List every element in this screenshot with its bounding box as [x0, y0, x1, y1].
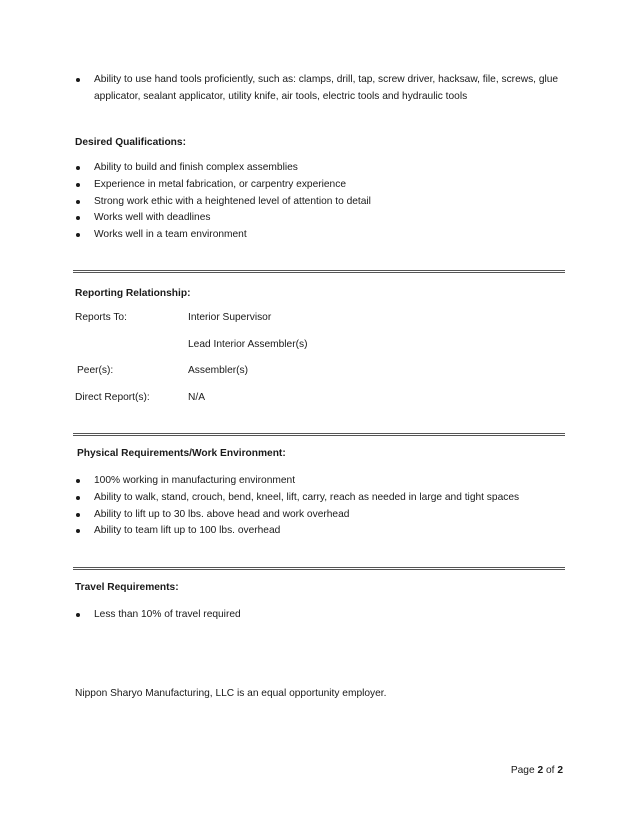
travel-requirements-heading: Travel Requirements:	[75, 582, 179, 593]
list-item: Ability to walk, stand, crouch, bend, kneel, lift, carry, reach as needed in large and tight spaces	[75, 490, 565, 507]
peers-value: Assembler(s)	[188, 365, 249, 376]
list-item: Experience in metal fabrication, or carpentry experience	[75, 177, 565, 194]
list-item: 100% working in manufacturing environment	[75, 473, 565, 490]
section-divider	[73, 567, 565, 570]
list-item: Less than 10% of travel required	[75, 607, 565, 624]
tools-list	[75, 72, 565, 106]
reports-to-label: Reports To:	[75, 312, 127, 323]
list-item: Ability to lift up to 30 lbs. above head and work overhead	[75, 507, 565, 524]
eeo-statement: Nippon Sharyo Manufacturing, LLC is an equal opportunity employer.	[75, 688, 387, 699]
of-word: of	[545, 765, 555, 776]
page-word: Page	[510, 765, 535, 776]
direct-reports-label: Direct Report(s):	[75, 392, 150, 403]
list-item: Strong work ethic with a heightened level of attention to detail	[75, 194, 565, 211]
current-page: 2	[537, 765, 544, 776]
list-item: Works well in a team environment	[75, 227, 565, 244]
physical-requirements-list	[75, 473, 565, 540]
direct-reports-value: N/A	[188, 392, 205, 403]
page-number	[511, 765, 563, 776]
physical-requirements-heading: Physical Requirements/Work Environment:	[77, 448, 286, 459]
total-pages: 2	[557, 765, 563, 776]
section-divider	[73, 433, 565, 436]
reporting-relationship-heading: Reporting Relationship:	[75, 288, 191, 299]
peers-label: Peer(s):	[77, 365, 114, 376]
list-item: Works well with deadlines	[75, 210, 565, 227]
list-item: Ability to build and finish complex assemblies	[75, 160, 565, 177]
section-divider	[73, 270, 565, 273]
reports-to-value: Interior Supervisor	[188, 312, 272, 323]
desired-qualifications-list	[75, 160, 565, 244]
travel-requirements-list	[75, 607, 565, 624]
list-item: Ability to team lift up to 100 lbs. overhead	[75, 523, 565, 540]
desired-qualifications-heading: Desired Qualifications:	[75, 137, 186, 148]
reports-to-value: Lead Interior Assembler(s)	[188, 339, 308, 350]
list-item: Ability to use hand tools proficiently, such as: clamps, drill, tap, screw driver, hacksaw, file, screws, glue applicator, sealant applicator, utility knife, air tools, electric tools and hydraulic tools	[75, 72, 565, 106]
